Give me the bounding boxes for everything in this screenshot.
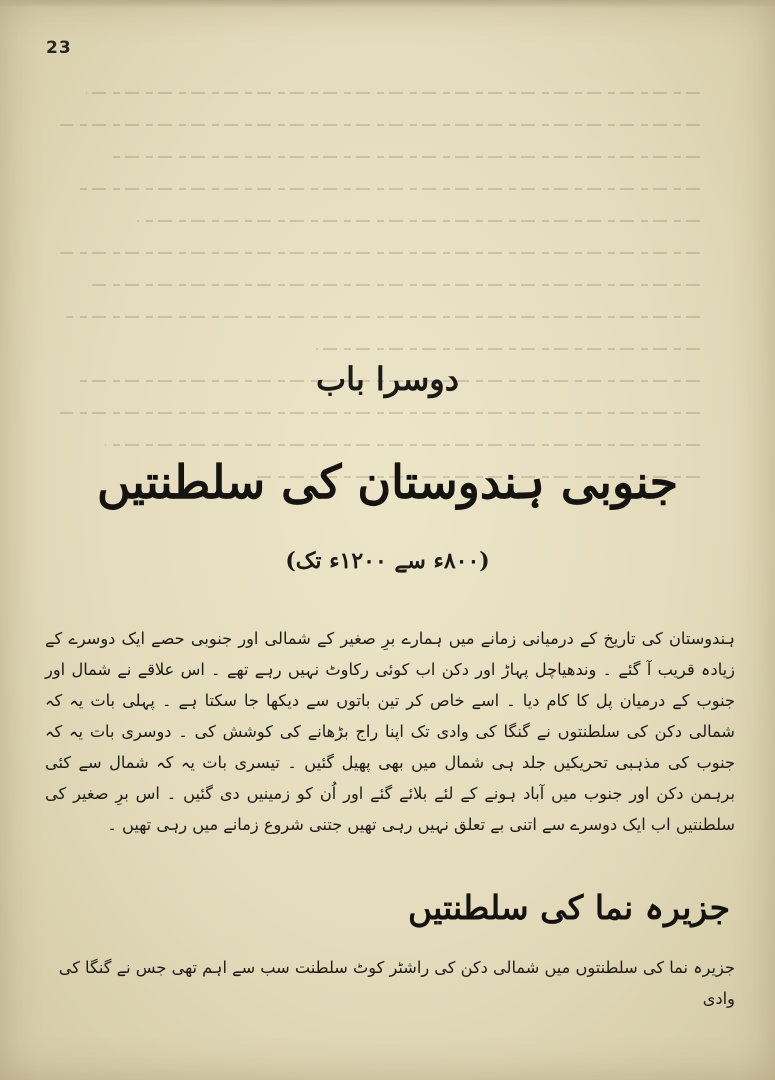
- chapter-label: دوسرا باب: [316, 360, 459, 398]
- chapter-title: جنوبی ہندوستان کی سلطنتیں: [96, 455, 679, 509]
- body-paragraph: ہندوستان کی تاریخ کے درمیانی زمانے میں ہمارے برِ صغیر کے شمالی اور جنوبی حصے ایک دوسرے کے زیادہ قریب آ گئے ۔ وندھیاچل پہاڑ اور دکن اب کوئی رکاوٹ نہیں رہے تھے ۔ اس علاقے نے شمال اور جنوب کے درمیان پل کا کام دیا ۔ اسے خاص کر تین باتوں سے دیکھا جا سکتا ہے ۔ پہلی بات یہ کہ شمالی دکن کی سلطنتوں نے گنگا کی وادی تک اپنا راج بڑھانے کی کوشش کی ۔ دوسری بات یہ کہ جنوب کی مذہبی تحریکیں جلد ہی شمال میں بھی پھیل گئیں ۔ تیسری بات یہ کہ شمال سے کئی برہمن دکن اور جنوب میں آباد ہونے کے لئے بلائے گئے اور اُن کو زمینیں دی گئیں ۔ اس برِ صغیر کی سلطنتیں اب ایک دوسرے سے اتنی بے تعلق نہیں رہی تھیں جتنی شروع زمانے میں رہی تھیں ۔: [45, 629, 735, 834]
- chapter-date-range: (۸۰۰ء سے ۱۲۰۰ء تک): [285, 548, 490, 574]
- page-edge-shadow: [0, 0, 775, 8]
- section-paragraph: جزیرہ نما کی سلطنتوں میں شمالی دکن کی راشٹر کوٹ سلطنت سب سے اہم تھی جس نے گنگا کی وادی: [58, 958, 735, 1008]
- section-heading: جزیرہ نما کی سلطنتیں: [408, 888, 730, 927]
- bleed-through-text: [60, 92, 700, 508]
- page-number: 23: [46, 38, 72, 58]
